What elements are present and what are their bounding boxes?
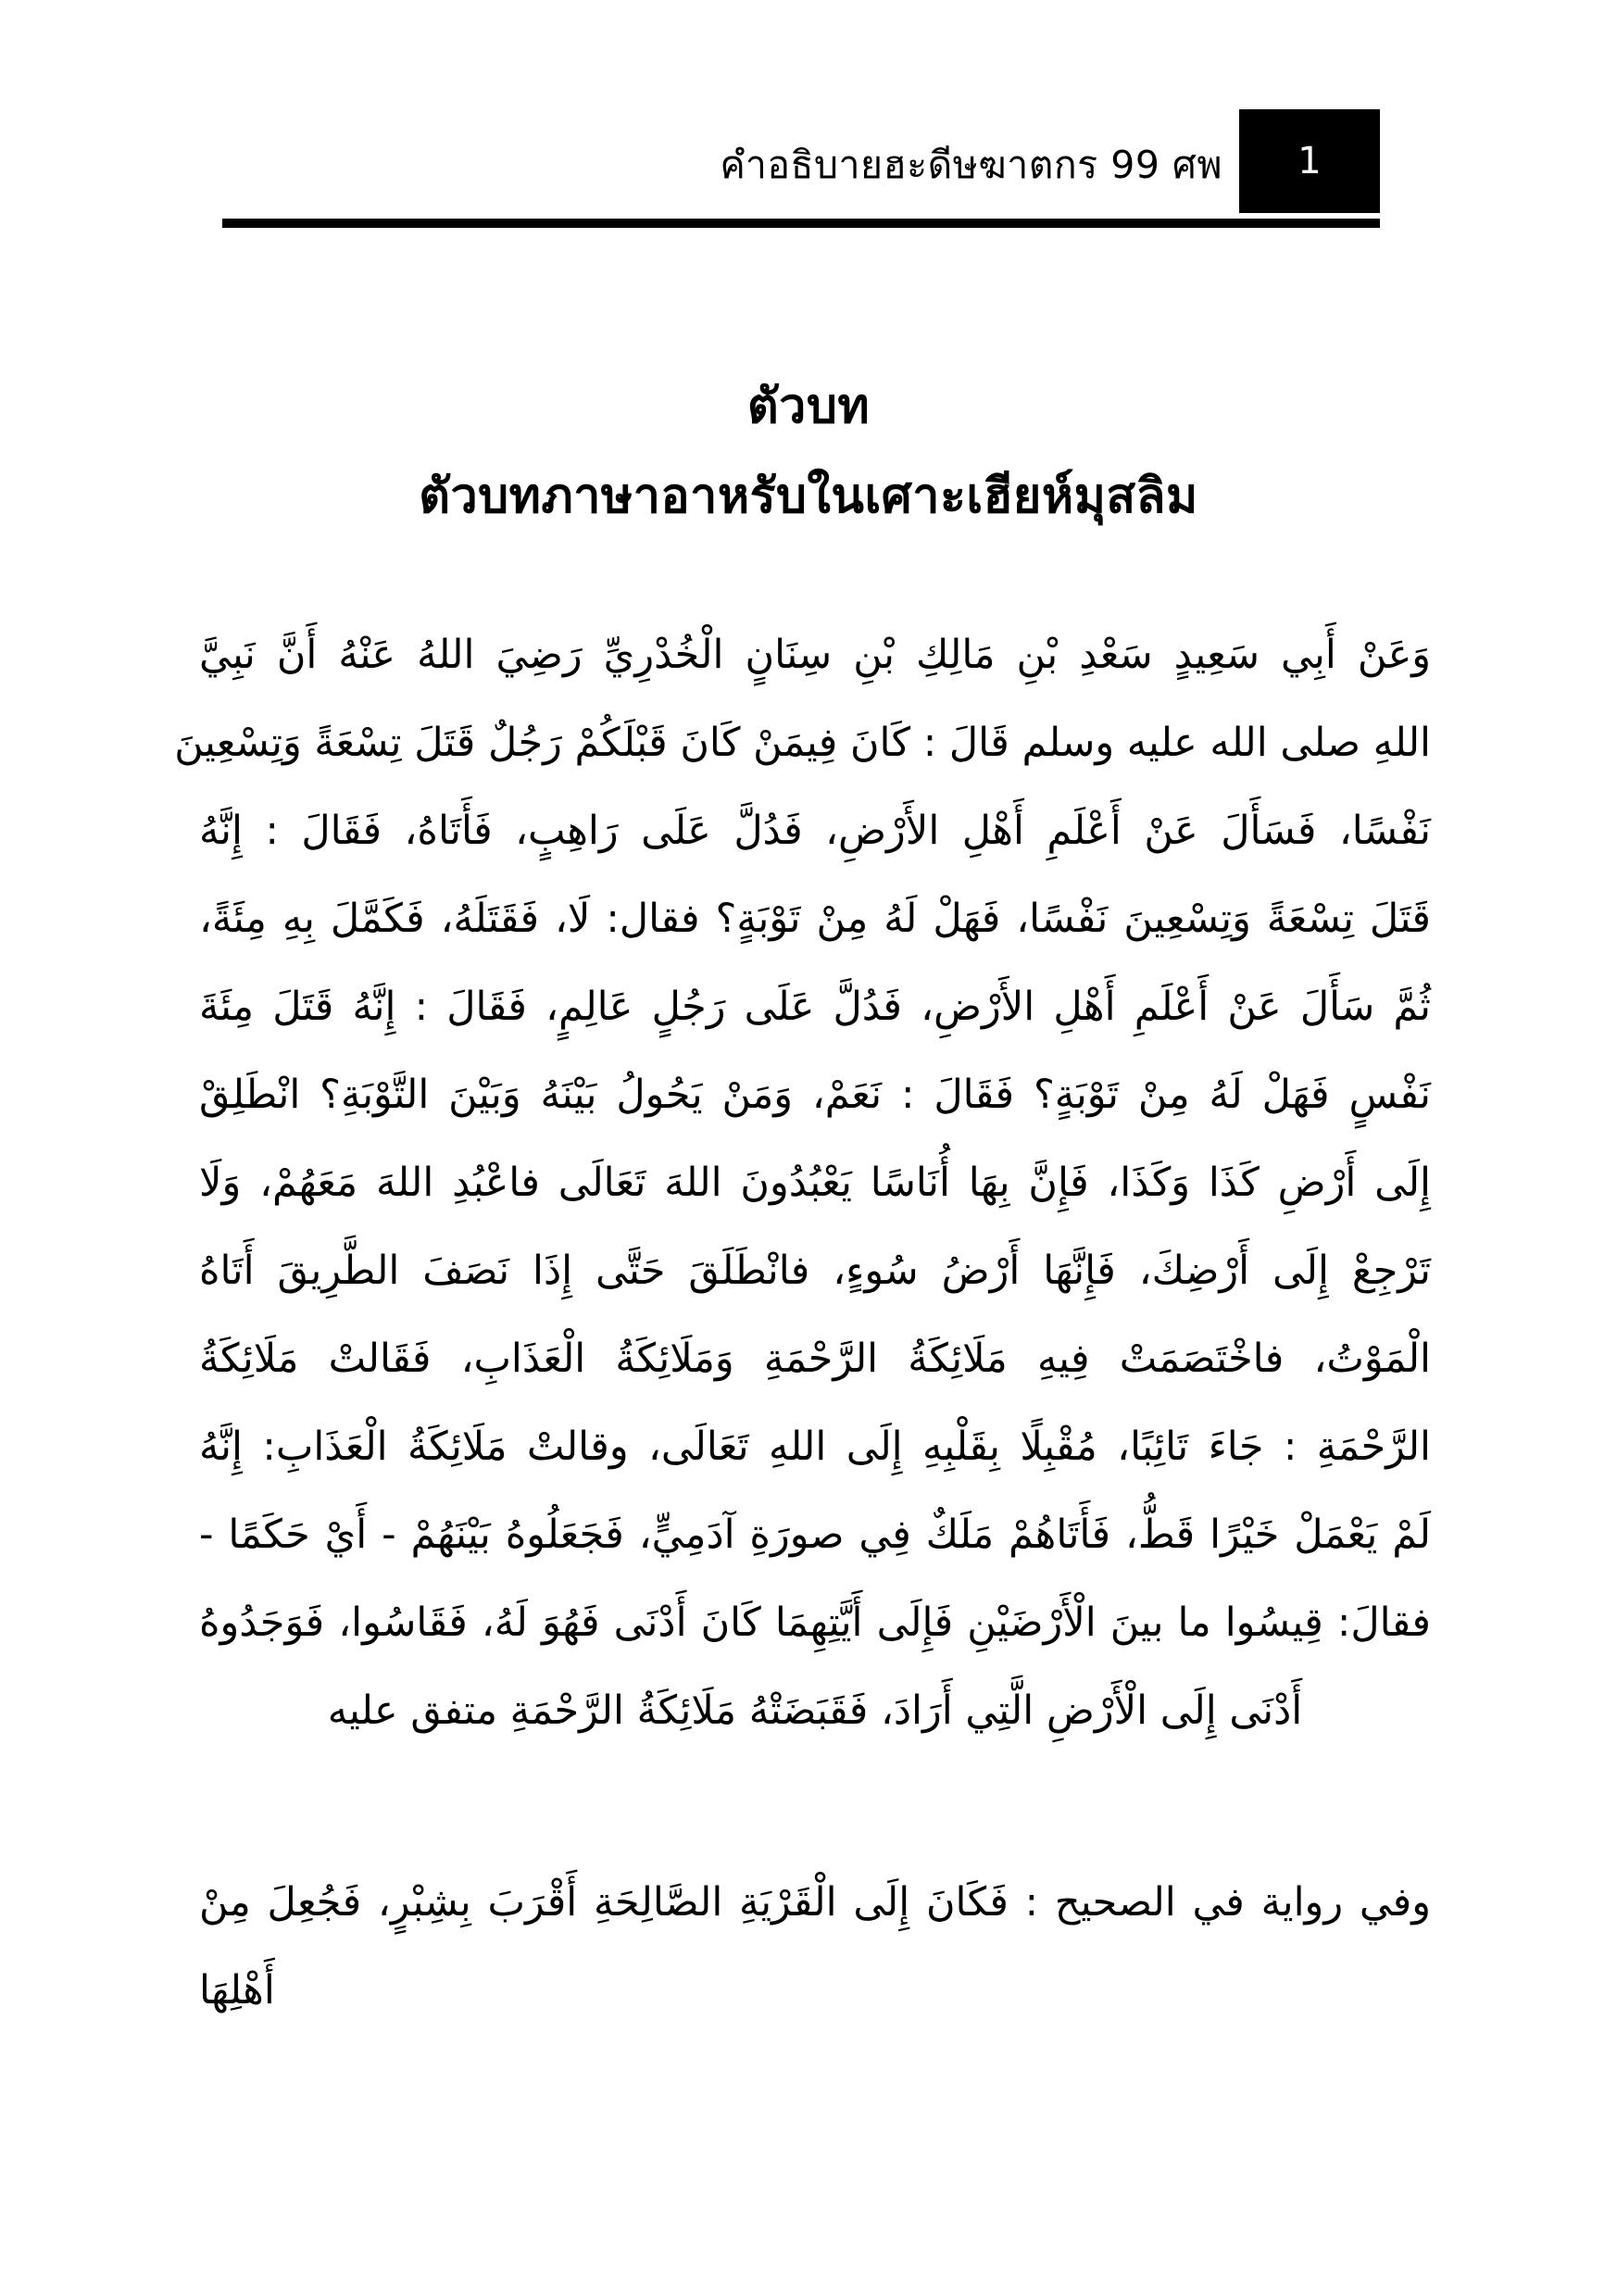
hadith-line: الرَّحْمَةِ : جَاءَ تَائِبًا، مُقْبِلًا بِقَلْبِهِ إِلَى اللهِ تَعَالَى، وقالتْ مَلَائِكَةُ الْعَذَابِ: إِنَّهُ: [199, 1424, 1431, 1470]
page-subtitle: ตัวบทภาษาอาหรับในเศาะเฮียห์มุสลิม: [419, 469, 1198, 525]
title-group: [0, 369, 1617, 535]
narration-line: وفي رواية في الصحيح : فَكَانَ إِلَى الْقَرْيَةِ الصَّالِحَةِ أَقْرَبَ بِشِبْرٍ، فَجُعِلَ مِنْ: [199, 1879, 1431, 1926]
page-number-badge: [1239, 109, 1380, 213]
hadith-line: الْمَوْتُ، فاخْتَصَمَتْ فِيهِ مَلَائِكَةُ الرَّحْمَةِ وَمَلَائِكَةُ الْعَذَابِ، فَقَالتْ مَلَائِكَةُ: [199, 1336, 1431, 1382]
hadith-line: قَتَلَ تِسْعَةً وَتِسْعِينَ نَفْسًا، فَهَلْ لَهُ مِنْ تَوْبَةٍ؟ فقال: لَا، فَقَتَلَهُ، فَكَمَّلَ بِهِ مِئَةً،: [199, 896, 1431, 942]
page-number-text: 1: [1297, 140, 1322, 182]
hadith-line: نَفْسًا، فَسَأَلَ عَنْ أَعْلَمِ أَهْلِ الأَرْضِ، فَدُلَّ عَلَى رَاهِبٍ، فَأَتَاهُ، فَقَالَ : إِنَّهُ: [199, 808, 1431, 854]
hadith-line: ثُمَّ سَأَلَ عَنْ أَعْلَمِ أَهْلِ الأَرْضِ، فَدُلَّ عَلَى رَجُلٍ عَالِمٍ، فَقَالَ : إِنَّهُ قَتَلَ مِئَةَ: [199, 984, 1431, 1030]
header-title: คำอธิบายฮะดีษฆาตกร 99 ศพ: [720, 143, 1222, 188]
page-header-inner: [222, 109, 1380, 228]
page-header: [222, 109, 1380, 228]
hadith-line: تَرْجِعْ إِلَى أَرْضِكَ، فَإِنَّهَا أَرْضُ سُوءٍ، فانْطَلَقَ حَتَّى إِذَا نَصَفَ الطَّرِيقَ أَتَاهُ: [199, 1248, 1431, 1294]
header-rule: [222, 219, 1380, 228]
narration-line: أَهْلِهَا: [199, 1967, 275, 2014]
hadith-line: اللهِ صلى الله عليه وسلم قَالَ : كَانَ فِيمَنْ كَانَ قَبْلَكُمْ رَجُلٌ قَتَلَ تِسْعَةً وَتِسْعِينَ: [174, 720, 1431, 766]
narration-text-block: [199, 1859, 1431, 2035]
hadith-line: نَفْسٍ فَهَلْ لَهُ مِنْ تَوْبَةٍ؟ فَقَالَ : نَعَمْ، وَمَنْ يَحُولُ بَيْنَهُ وَبَيْنَ التَّوْبَةِ؟ انْطَلِقْ: [199, 1072, 1431, 1118]
hadith-line-attribution: أَدْنَى إِلَى الْأَرْضِ الَّتِي أَرَادَ، فَقَبَضَتْهُ مَلَائِكَةُ الرَّحْمَةِ متفق عليه: [327, 1687, 1303, 1734]
body-area: [174, 611, 1431, 2035]
hadith-text-block: [174, 611, 1431, 1755]
hadith-line: وَعَنْ أَبِي سَعِيدٍ سَعْدِ بْنِ مَالِكِ بْنِ سِنَانٍ الْخُدْرِيِّ رَضِيَ اللهُ عَنْهُ أَنَّ نَبِيَّ: [199, 632, 1431, 678]
hadith-line: فقالَ: قِيسُوا ما بينَ الْأَرْضَيْنِ فَإِلَى أَيَّتِهِمَا كَانَ أَدْنَى فَهُوَ لَهُ، فَقَاسُوا، فَوَجَدُوهُ: [199, 1600, 1431, 1646]
hadith-line: إِلَى أَرْضِ كَذَا وَكَذَا، فَإِنَّ بِهَا أُنَاسًا يَعْبُدُونَ اللهَ تَعَالَى فاعْبُدِ اللهَ مَعَهُمْ، وَلَا: [199, 1160, 1431, 1206]
page-title: ตัวบท: [746, 379, 871, 434]
hadith-line: لَمْ يَعْمَلْ خَيْرًا قَطُّ، فَأَتَاهُمْ مَلَكٌ فِي صورَةِ آدَمِيٍّ، فَجَعَلُوهُ بَيْنَهُمْ - أَيْ حَكَمًا -: [199, 1512, 1431, 1558]
